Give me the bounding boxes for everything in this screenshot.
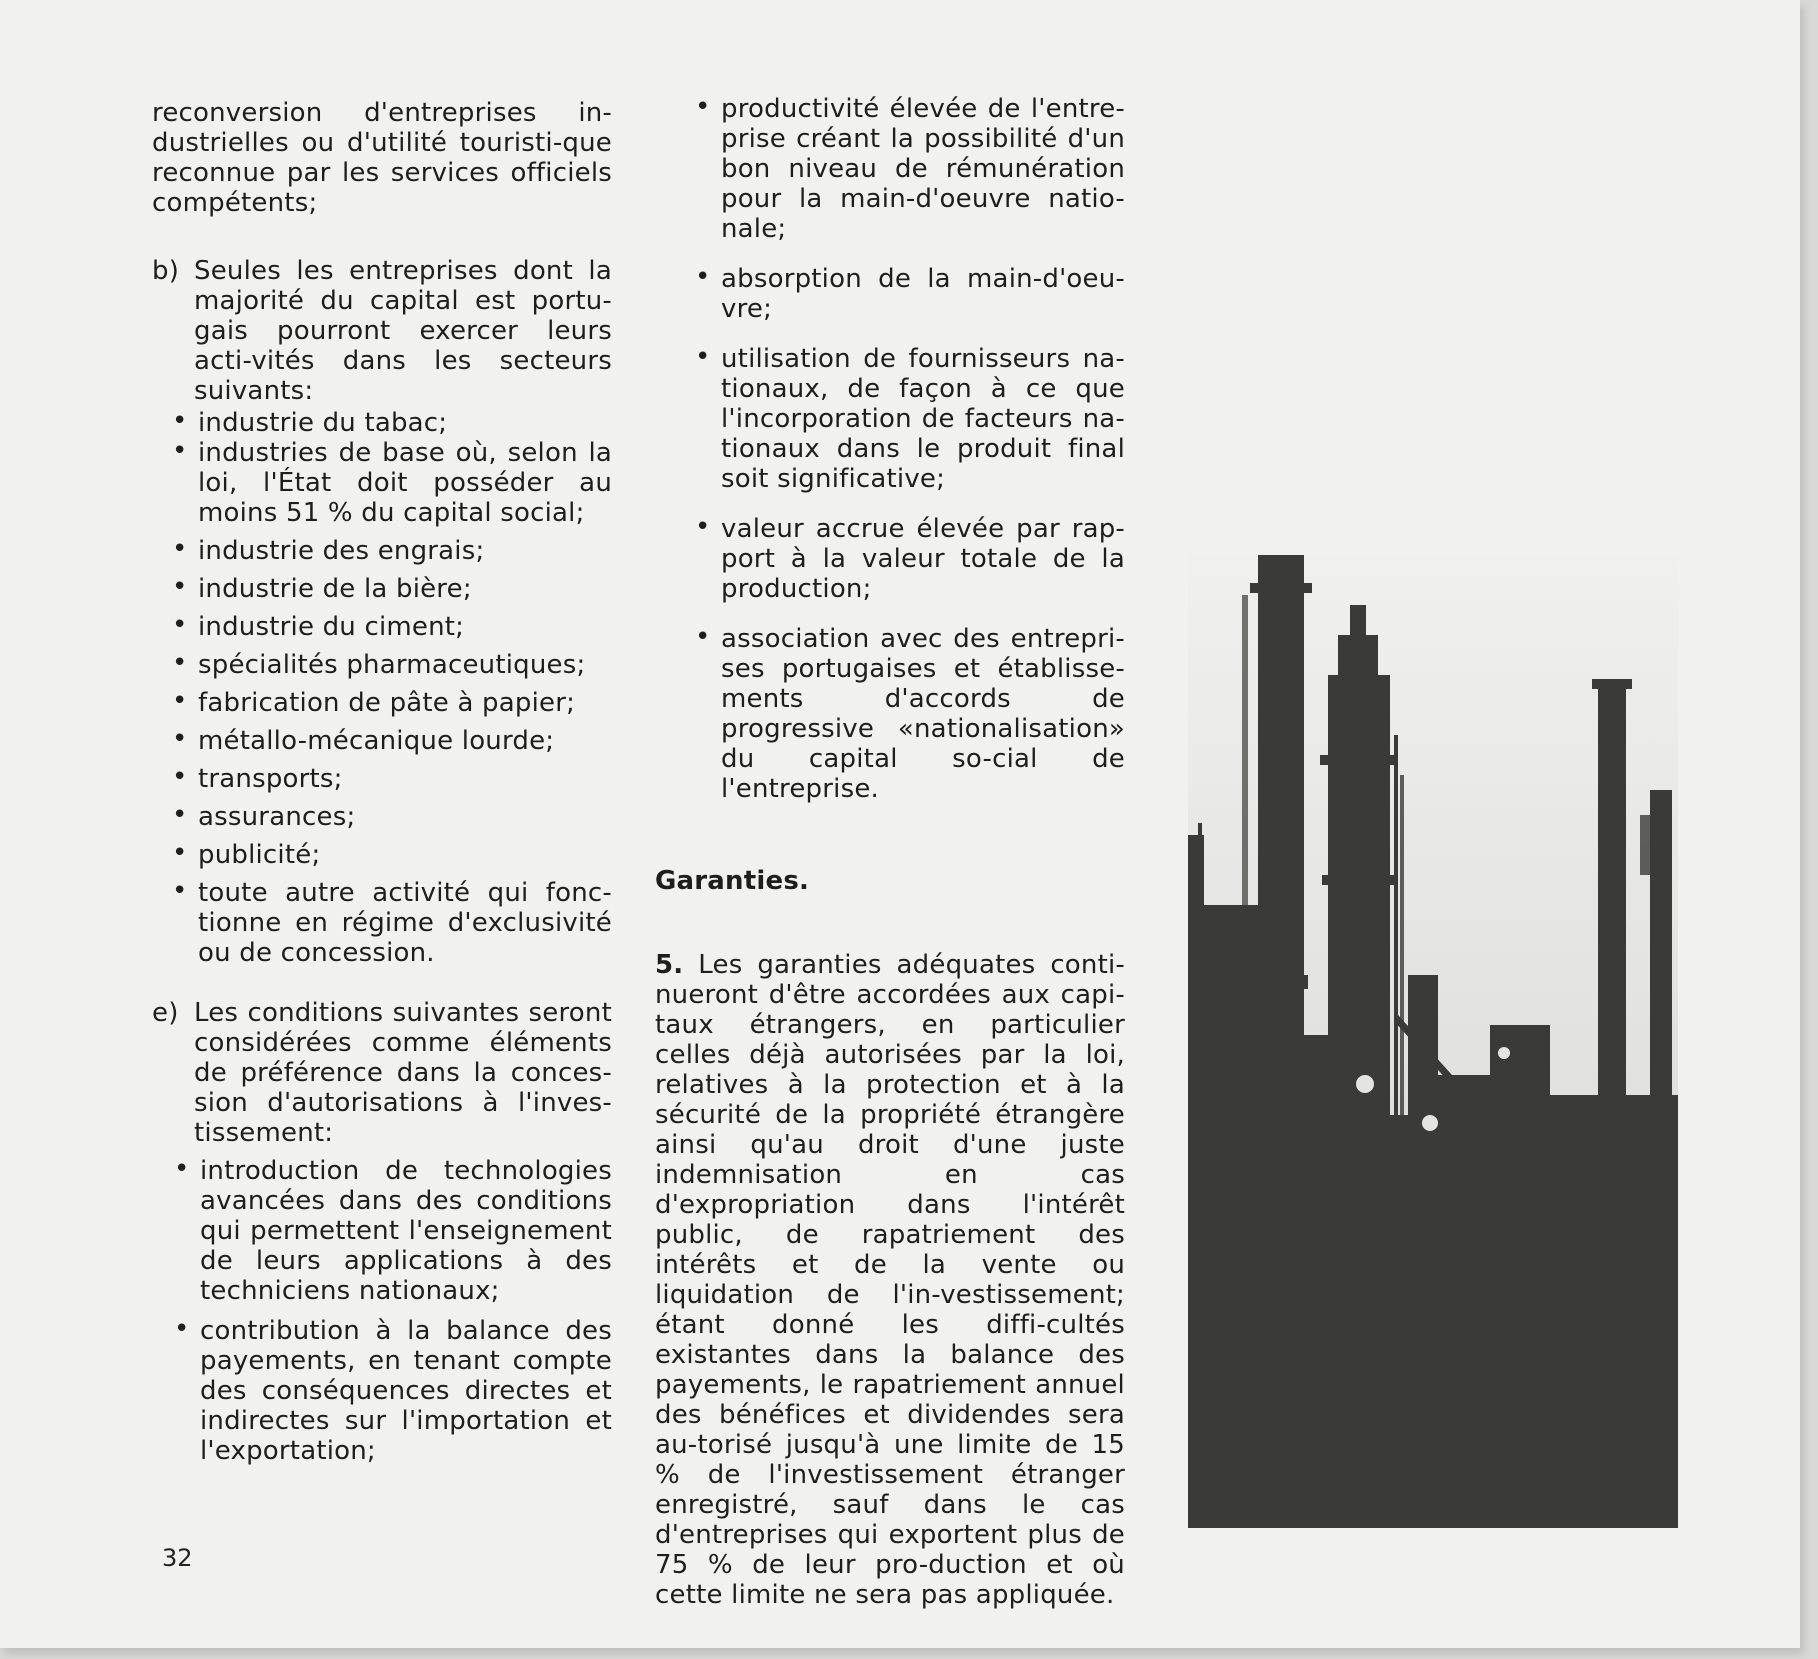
item-b-marker: b) — [152, 256, 180, 286]
list-item: • industrie de la bière; — [198, 574, 612, 604]
item-b-text: Seules les entreprises dont la majorité du capital est portu-gais pourront exercer leurs acti-vités dans les secteurs suivants: — [194, 256, 612, 406]
list-item: • contribution à la balance des payements, en tenant compte des conséquences directes et indirectes sur l'importation et l'exportation; — [200, 1316, 612, 1466]
list-item: • assurances; — [198, 802, 612, 832]
right-column — [655, 94, 1125, 1610]
sectors-list — [198, 408, 612, 968]
item-e-marker: e) — [152, 998, 179, 1028]
list-item: • métallo-mécanique lourde; — [198, 726, 612, 756]
list-item: • industries de base où, selon la loi, l'État doit posséder au moins 51 % du capital social; — [198, 438, 612, 528]
section-5-paragraph — [655, 950, 1125, 1610]
list-item: • productivité élevée de l'entre-prise créant la possibilité d'un bon niveau de rémunération pour la main-d'oeuvre natio-nale; — [721, 94, 1125, 244]
industrial-chimneys-silhouette-photo — [1188, 555, 1678, 1528]
list-item: • valeur accrue élevée par rap-port à la valeur totale de la production; — [721, 514, 1125, 604]
page-number: 32 — [162, 1544, 193, 1572]
ground-silhouette — [1188, 1115, 1678, 1528]
section-5-text: Les garanties adéquates conti-nueront d'être accordées aux capi-taux étrangers, en particulier celles déjà autorisées par la loi, relatives à la protection et à la sécurité de la propriété étrangère ainsi qu'au droit d'une juste indemnisation en cas d'expropriation dans l'intérêt public, de rapatriement des intérêts et de la vente ou liquidation de l'in-vestissement; étant donné les diffi-cultés existantes dans la balance des payements, le rapatriement annuel des bénéfices et dividendes sera au-torisé jusqu'à une limite de 15 % de l'investissement étranger enregistré, sauf dans le cas d'entreprises qui exportent plus de 75 % de leur pro-duction et où cette limite ne sera pas appliquée. — [655, 950, 1125, 1610]
list-item: • introduction de technologies avancées dans des conditions qui permettent l'enseignement de leurs applications à des techniciens nationaux; — [200, 1156, 612, 1306]
list-item: • toute autre activité qui fonc-tionne en régime d'exclusivité ou de concession. — [198, 878, 612, 968]
intro-paragraph: reconversion d'entreprises in-dustrielles ou d'utilité touristi-que reconnue par les services officiels compétents; — [152, 98, 612, 218]
list-item: • utilisation de fournisseurs na-tionaux, de façon à ce que l'incorporation de facteurs na-tionaux dans le produit final soit significative; — [721, 344, 1125, 494]
list-item: • industrie des engrais; — [198, 536, 612, 566]
conditions-list-continued — [721, 94, 1125, 804]
list-item: • transports; — [198, 764, 612, 794]
list-item: • industrie du tabac; — [198, 408, 612, 438]
section-heading: Garanties. — [655, 866, 810, 896]
list-item: • association avec des entrepri-ses portugaises et établisse-ments d'accords de progressive «nationalisation» du capital so-cial de l'entreprise. — [721, 624, 1125, 804]
item-b — [152, 256, 612, 406]
item-e — [152, 998, 612, 1148]
section-number: 5. — [655, 950, 684, 980]
list-item: • fabrication de pâte à papier; — [198, 688, 612, 718]
list-item: • spécialités pharmaceutiques; — [198, 650, 612, 680]
conditions-list — [200, 1156, 612, 1466]
list-item: • publicité; — [198, 840, 612, 870]
item-e-text: Les conditions suivantes seront considérées comme éléments de préférence dans la conces-sion d'autorisations à l'inves-tissement: — [194, 998, 612, 1148]
list-item: • absorption de la main-d'oeu-vre; — [721, 264, 1125, 324]
list-item: • industrie du ciment; — [198, 612, 612, 642]
left-column — [152, 98, 612, 1476]
chimney-left — [1258, 555, 1304, 1115]
